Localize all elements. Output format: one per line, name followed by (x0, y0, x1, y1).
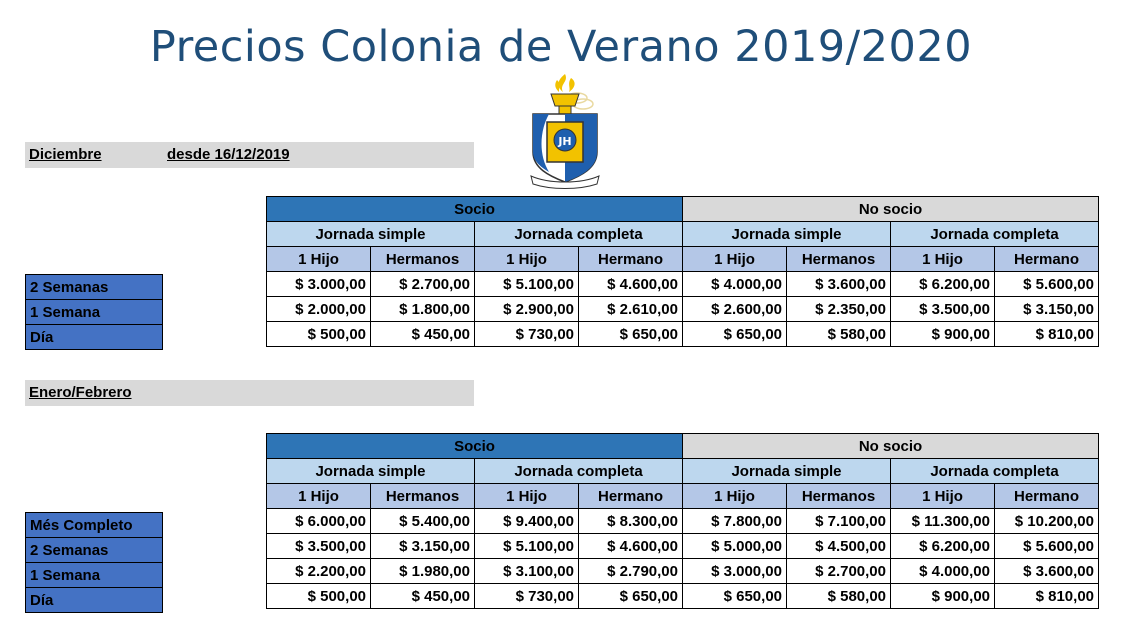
jornada-simple-header: Jornada simple (267, 222, 475, 247)
hijo-header: 1 Hijo (475, 484, 579, 509)
table-row (267, 534, 1099, 559)
price-cell: $ 2.600,00 (683, 297, 787, 322)
price-cell: $ 4.000,00 (683, 272, 787, 297)
price-cell: $ 2.900,00 (475, 297, 579, 322)
price-cell: $ 11.300,00 (891, 509, 995, 534)
price-cell: $ 4.500,00 (787, 534, 891, 559)
price-cell: $ 450,00 (371, 322, 475, 347)
price-cell: $ 9.400,00 (475, 509, 579, 534)
hijo-header: 1 Hijo (267, 247, 371, 272)
price-cell: $ 650,00 (579, 322, 683, 347)
jornada-simple-header: Jornada simple (683, 222, 891, 247)
diciembre-row-labels (25, 274, 163, 350)
jornada-simple-header: Jornada simple (267, 459, 475, 484)
price-cell: $ 900,00 (891, 322, 995, 347)
enero-febrero-row-labels (25, 512, 163, 613)
price-cell: $ 5.400,00 (371, 509, 475, 534)
price-cell: $ 500,00 (267, 584, 371, 609)
price-cell: $ 810,00 (995, 584, 1099, 609)
hermanos-header: Hermanos (371, 484, 475, 509)
diciembre-desde: desde 16/12/2019 (167, 146, 290, 163)
price-cell: $ 3.150,00 (995, 297, 1099, 322)
price-cell: $ 4.600,00 (579, 534, 683, 559)
price-cell: $ 2.610,00 (579, 297, 683, 322)
logo-initials: JH (558, 135, 572, 148)
price-cell: $ 4.000,00 (891, 559, 995, 584)
section-label-enero-febrero (25, 380, 474, 406)
price-cell: $ 3.600,00 (787, 272, 891, 297)
diciembre-price-table (266, 196, 1099, 347)
price-cell: $ 450,00 (371, 584, 475, 609)
price-cell: $ 2.200,00 (267, 559, 371, 584)
price-cell: $ 2.700,00 (371, 272, 475, 297)
price-cell: $ 730,00 (475, 322, 579, 347)
price-cell: $ 2.700,00 (787, 559, 891, 584)
enero-febrero-rows (267, 509, 1099, 609)
price-cell: $ 810,00 (995, 322, 1099, 347)
price-cell: $ 5.100,00 (475, 534, 579, 559)
jornada-completa-header: Jornada completa (891, 222, 1099, 247)
price-cell: $ 3.500,00 (891, 297, 995, 322)
table-row (267, 559, 1099, 584)
price-cell: $ 6.200,00 (891, 272, 995, 297)
socio-header: Socio (267, 197, 683, 222)
price-cell: $ 5.600,00 (995, 534, 1099, 559)
enero-febrero-label: Enero/Febrero (29, 384, 132, 401)
school-crest-logo-icon (525, 72, 605, 190)
price-cell: $ 730,00 (475, 584, 579, 609)
price-cell: $ 3.000,00 (683, 559, 787, 584)
price-cell: $ 5.100,00 (475, 272, 579, 297)
table-row (267, 584, 1099, 609)
price-cell: $ 1.800,00 (371, 297, 475, 322)
price-cell: $ 650,00 (683, 584, 787, 609)
price-cell: $ 1.980,00 (371, 559, 475, 584)
price-cell: $ 2.000,00 (267, 297, 371, 322)
price-cell: $ 580,00 (787, 584, 891, 609)
hermano-header: Hermano (579, 484, 683, 509)
no-socio-header: No socio (683, 197, 1099, 222)
section-label-diciembre (25, 142, 474, 168)
price-cell: $ 10.200,00 (995, 509, 1099, 534)
jornada-completa-header: Jornada completa (891, 459, 1099, 484)
table-row (267, 272, 1099, 297)
diciembre-rows (267, 272, 1099, 347)
price-cell: $ 4.600,00 (579, 272, 683, 297)
hijo-header: 1 Hijo (683, 247, 787, 272)
hijo-header: 1 Hijo (891, 484, 995, 509)
row-label: Día (26, 588, 163, 613)
price-cell: $ 2.790,00 (579, 559, 683, 584)
table-row (267, 322, 1099, 347)
price-cell: $ 7.800,00 (683, 509, 787, 534)
jornada-completa-header: Jornada completa (475, 459, 683, 484)
hermano-header: Hermano (995, 247, 1099, 272)
price-cell: $ 3.100,00 (475, 559, 579, 584)
price-cell: $ 500,00 (267, 322, 371, 347)
price-cell: $ 6.000,00 (267, 509, 371, 534)
row-label: 2 Semanas (26, 538, 163, 563)
no-socio-header: No socio (683, 434, 1099, 459)
table-row (267, 509, 1099, 534)
table-row (267, 297, 1099, 322)
jornada-completa-header: Jornada completa (475, 222, 683, 247)
hermanos-header: Hermanos (787, 484, 891, 509)
price-cell: $ 3.600,00 (995, 559, 1099, 584)
hijo-header: 1 Hijo (891, 247, 995, 272)
price-cell: $ 6.200,00 (891, 534, 995, 559)
diciembre-label: Diciembre (29, 146, 102, 163)
hermanos-header: Hermanos (371, 247, 475, 272)
price-cell: $ 5.600,00 (995, 272, 1099, 297)
row-label: Día (26, 325, 163, 350)
row-label: Més Completo (26, 513, 163, 538)
row-label: 1 Semana (26, 563, 163, 588)
enero-febrero-price-table (266, 433, 1099, 609)
hermanos-header: Hermanos (787, 247, 891, 272)
row-label: 2 Semanas (26, 275, 163, 300)
row-label: 1 Semana (26, 300, 163, 325)
hermano-header: Hermano (995, 484, 1099, 509)
price-cell: $ 900,00 (891, 584, 995, 609)
price-cell: $ 650,00 (579, 584, 683, 609)
hijo-header: 1 Hijo (267, 484, 371, 509)
price-cell: $ 3.150,00 (371, 534, 475, 559)
price-cell: $ 650,00 (683, 322, 787, 347)
price-cell: $ 7.100,00 (787, 509, 891, 534)
price-cell: $ 580,00 (787, 322, 891, 347)
hijo-header: 1 Hijo (683, 484, 787, 509)
socio-header: Socio (267, 434, 683, 459)
hijo-header: 1 Hijo (475, 247, 579, 272)
price-cell: $ 2.350,00 (787, 297, 891, 322)
price-cell: $ 3.500,00 (267, 534, 371, 559)
price-cell: $ 3.000,00 (267, 272, 371, 297)
hermano-header: Hermano (579, 247, 683, 272)
page-title: Precios Colonia de Verano 2019/2020 (149, 22, 973, 72)
price-cell: $ 5.000,00 (683, 534, 787, 559)
jornada-simple-header: Jornada simple (683, 459, 891, 484)
price-cell: $ 8.300,00 (579, 509, 683, 534)
